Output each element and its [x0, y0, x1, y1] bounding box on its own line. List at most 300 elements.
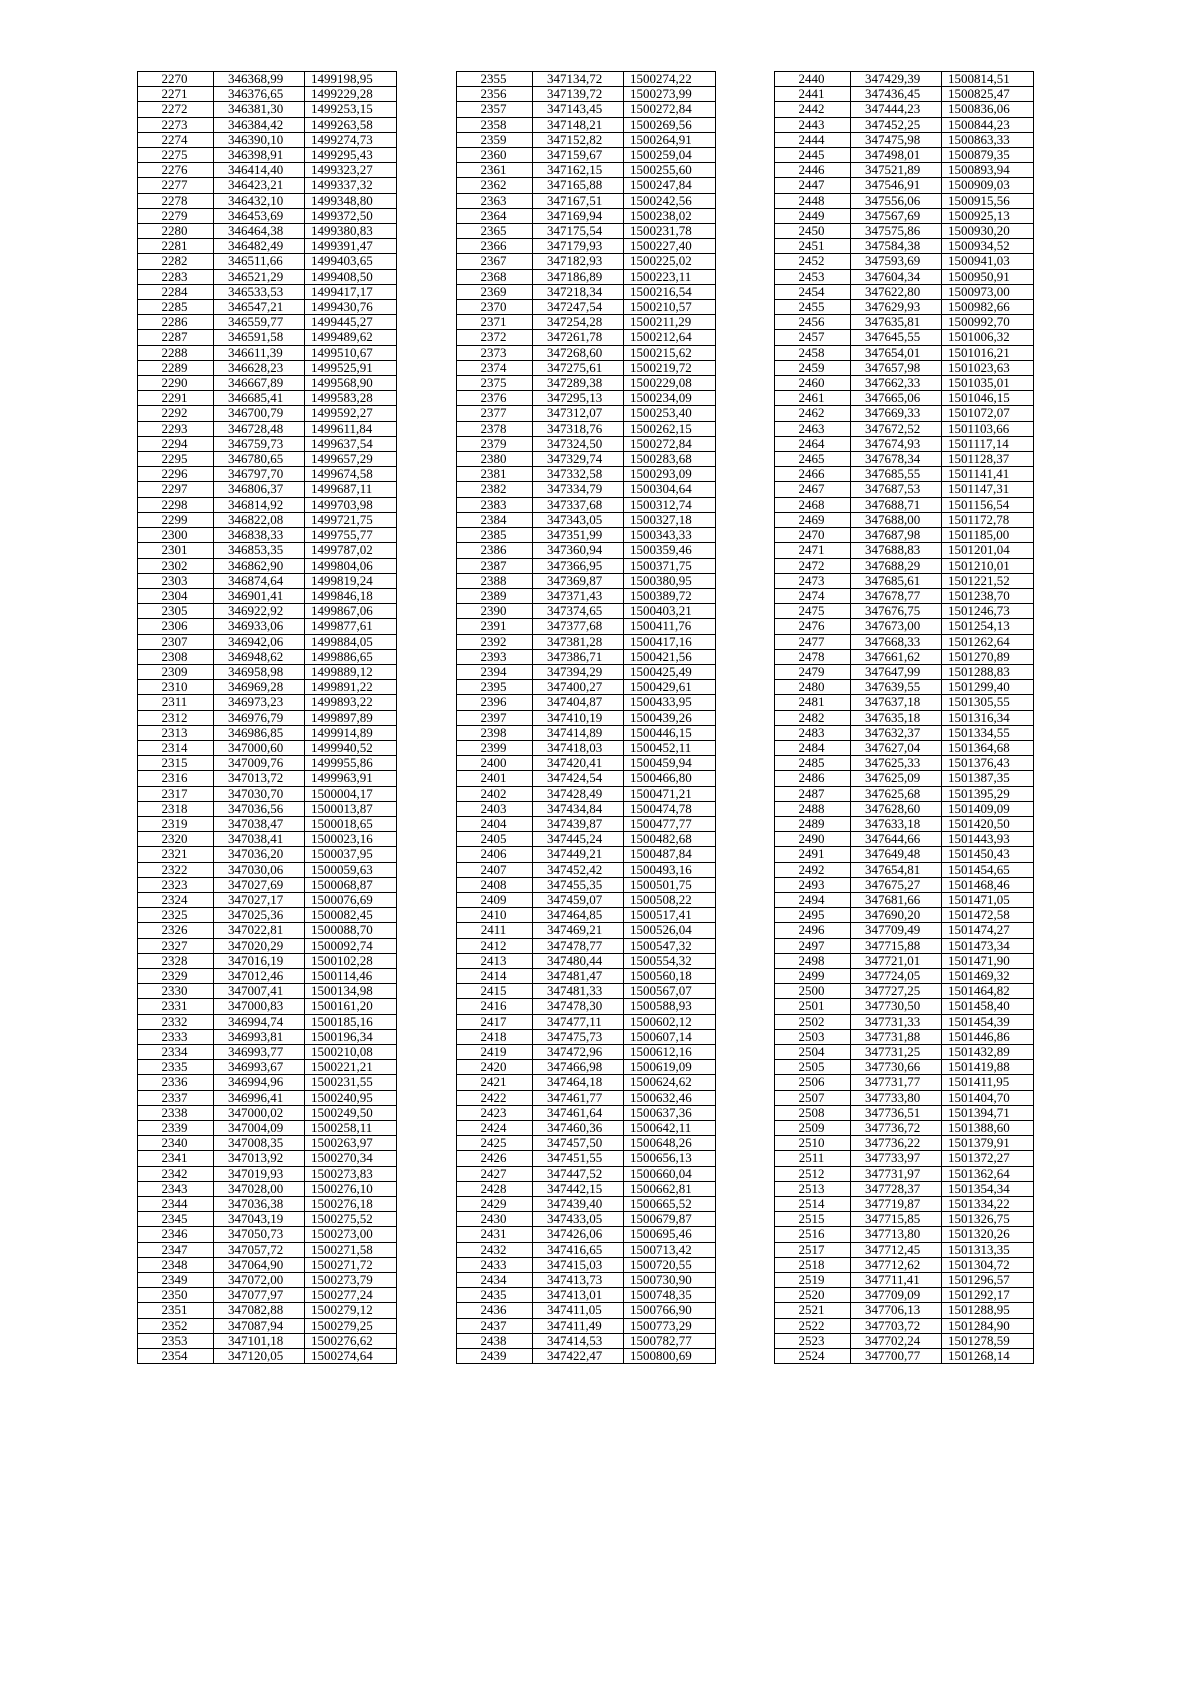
table-row: [138, 436, 397, 451]
x-coordinate-cell: 347654,01: [851, 345, 942, 360]
table-row: [138, 801, 397, 816]
y-coordinate-cell: 1500501,75: [624, 877, 716, 892]
table-row: [775, 588, 1034, 603]
x-coordinate-cell: 347625,09: [851, 771, 942, 786]
point-number-cell: 2501: [775, 999, 851, 1014]
x-coordinate-cell: 347057,72: [214, 1242, 305, 1257]
y-coordinate-cell: 1500800,69: [624, 1349, 716, 1364]
y-coordinate-cell: 1499637,54: [305, 436, 397, 451]
point-number-cell: 2305: [138, 604, 214, 619]
x-coordinate-cell: 346432,10: [214, 193, 305, 208]
y-coordinate-cell: 1499198,95: [305, 72, 397, 87]
y-coordinate-cell: 1500526,04: [624, 923, 716, 938]
x-coordinate-cell: 346628,23: [214, 360, 305, 375]
point-number-cell: 2360: [457, 148, 533, 163]
point-number-cell: 2290: [138, 376, 214, 391]
table-row: [138, 1257, 397, 1272]
x-coordinate-cell: 347386,71: [533, 649, 624, 664]
table-row: [138, 193, 397, 208]
table-row: [138, 756, 397, 771]
table-row: [138, 1060, 397, 1075]
point-number-cell: 2318: [138, 801, 214, 816]
table-row: [457, 284, 716, 299]
x-coordinate-cell: 347152,82: [533, 132, 624, 147]
point-number-cell: 2483: [775, 725, 851, 740]
point-number-cell: 2380: [457, 452, 533, 467]
point-number-cell: 2472: [775, 558, 851, 573]
table-row: [457, 604, 716, 619]
x-coordinate-cell: 346390,10: [214, 132, 305, 147]
table-row: [457, 816, 716, 831]
point-number-cell: 2439: [457, 1349, 533, 1364]
x-coordinate-cell: 346994,96: [214, 1075, 305, 1090]
x-coordinate-cell: 347268,60: [533, 345, 624, 360]
point-number-cell: 2286: [138, 315, 214, 330]
y-coordinate-cell: 1500255,60: [624, 163, 716, 178]
y-coordinate-cell: 1500279,12: [305, 1303, 397, 1318]
table-row: [138, 102, 397, 117]
point-number-cell: 2351: [138, 1303, 214, 1318]
x-coordinate-cell: 347027,69: [214, 877, 305, 892]
y-coordinate-cell: 1501354,34: [942, 1181, 1034, 1196]
y-coordinate-cell: 1500223,11: [624, 269, 716, 284]
point-number-cell: 2387: [457, 558, 533, 573]
point-number-cell: 2291: [138, 391, 214, 406]
x-coordinate-cell: 346973,23: [214, 695, 305, 710]
x-coordinate-cell: 347012,46: [214, 968, 305, 983]
y-coordinate-cell: 1499417,17: [305, 284, 397, 299]
table-row: [775, 923, 1034, 938]
y-coordinate-cell: 1499703,98: [305, 497, 397, 512]
point-number-cell: 2327: [138, 938, 214, 953]
y-coordinate-cell: 1500231,55: [305, 1075, 397, 1090]
x-coordinate-cell: 347036,20: [214, 847, 305, 862]
table-row: [138, 528, 397, 543]
table-row: [138, 224, 397, 239]
y-coordinate-cell: 1500560,18: [624, 968, 716, 983]
table-row: [775, 1242, 1034, 1257]
table-row: [138, 1121, 397, 1136]
y-coordinate-cell: 1501185,00: [942, 528, 1034, 543]
point-number-cell: 2382: [457, 482, 533, 497]
table-row: [775, 284, 1034, 299]
x-coordinate-cell: 346853,35: [214, 543, 305, 558]
x-coordinate-cell: 347000,02: [214, 1105, 305, 1120]
point-number-cell: 2407: [457, 862, 533, 877]
y-coordinate-cell: 1500619,09: [624, 1060, 716, 1075]
y-coordinate-cell: 1499846,18: [305, 588, 397, 603]
x-coordinate-cell: 346384,42: [214, 117, 305, 132]
table-row: [775, 117, 1034, 132]
table-row: [138, 1349, 397, 1364]
table-row: [775, 543, 1034, 558]
point-number-cell: 2314: [138, 740, 214, 755]
point-number-cell: 2345: [138, 1212, 214, 1227]
table-row: [775, 816, 1034, 831]
x-coordinate-cell: 347433,05: [533, 1212, 624, 1227]
x-coordinate-cell: 347000,83: [214, 999, 305, 1014]
y-coordinate-cell: 1500433,95: [624, 695, 716, 710]
y-coordinate-cell: 1500259,04: [624, 148, 716, 163]
point-number-cell: 2441: [775, 87, 851, 102]
point-number-cell: 2421: [457, 1075, 533, 1090]
table-row: [138, 406, 397, 421]
y-coordinate-cell: 1501326,75: [942, 1212, 1034, 1227]
table-row: [775, 862, 1034, 877]
point-number-cell: 2373: [457, 345, 533, 360]
y-coordinate-cell: 1501376,43: [942, 756, 1034, 771]
y-coordinate-cell: 1500225,02: [624, 254, 716, 269]
x-coordinate-cell: 347584,38: [851, 239, 942, 254]
table-row: [775, 801, 1034, 816]
y-coordinate-cell: 1501316,34: [942, 710, 1034, 725]
x-coordinate-cell: 347731,77: [851, 1075, 942, 1090]
y-coordinate-cell: 1500474,78: [624, 801, 716, 816]
x-coordinate-cell: 346521,29: [214, 269, 305, 284]
table-row: [775, 406, 1034, 421]
table-row: [457, 771, 716, 786]
point-number-cell: 2271: [138, 87, 214, 102]
point-number-cell: 2484: [775, 740, 851, 755]
y-coordinate-cell: 1500258,11: [305, 1121, 397, 1136]
coordinates-table-1: [137, 71, 397, 1364]
point-number-cell: 2295: [138, 452, 214, 467]
x-coordinate-cell: 347665,06: [851, 391, 942, 406]
y-coordinate-cell: 1500863,33: [942, 132, 1034, 147]
table-row: [138, 938, 397, 953]
x-coordinate-cell: 347019,93: [214, 1166, 305, 1181]
table-row: [457, 999, 716, 1014]
table-row: [775, 467, 1034, 482]
y-coordinate-cell: 1501450,43: [942, 847, 1034, 862]
table-row: [138, 208, 397, 223]
x-coordinate-cell: 347072,00: [214, 1273, 305, 1288]
y-coordinate-cell: 1501404,70: [942, 1090, 1034, 1105]
x-coordinate-cell: 347186,89: [533, 269, 624, 284]
y-coordinate-cell: 1500247,84: [624, 178, 716, 193]
table-row: [775, 148, 1034, 163]
x-coordinate-cell: 347633,18: [851, 816, 942, 831]
y-coordinate-cell: 1500602,12: [624, 1014, 716, 1029]
point-number-cell: 2411: [457, 923, 533, 938]
y-coordinate-cell: 1501419,88: [942, 1060, 1034, 1075]
y-coordinate-cell: 1501128,37: [942, 452, 1034, 467]
point-number-cell: 2348: [138, 1257, 214, 1272]
point-number-cell: 2359: [457, 132, 533, 147]
y-coordinate-cell: 1501388,60: [942, 1121, 1034, 1136]
x-coordinate-cell: 347434,84: [533, 801, 624, 816]
y-coordinate-cell: 1501304,72: [942, 1257, 1034, 1272]
x-coordinate-cell: 347661,62: [851, 649, 942, 664]
point-number-cell: 2435: [457, 1288, 533, 1303]
y-coordinate-cell: 1500092,74: [305, 938, 397, 953]
table-row: [775, 239, 1034, 254]
point-number-cell: 2352: [138, 1318, 214, 1333]
x-coordinate-cell: 347688,71: [851, 497, 942, 512]
table-row: [457, 512, 716, 527]
y-coordinate-cell: 1501296,57: [942, 1273, 1034, 1288]
point-number-cell: 2520: [775, 1288, 851, 1303]
x-coordinate-cell: 347700,77: [851, 1349, 942, 1364]
x-coordinate-cell: 347422,47: [533, 1349, 624, 1364]
table-row: [457, 756, 716, 771]
point-number-cell: 2278: [138, 193, 214, 208]
table-row: [457, 315, 716, 330]
x-coordinate-cell: 347077,97: [214, 1288, 305, 1303]
y-coordinate-cell: 1500612,16: [624, 1045, 716, 1060]
table-row: [457, 254, 716, 269]
y-coordinate-cell: 1499337,32: [305, 178, 397, 193]
point-number-cell: 2336: [138, 1075, 214, 1090]
y-coordinate-cell: 1500240,95: [305, 1090, 397, 1105]
point-number-cell: 2409: [457, 892, 533, 907]
y-coordinate-cell: 1499889,12: [305, 664, 397, 679]
x-coordinate-cell: 347420,41: [533, 756, 624, 771]
point-number-cell: 2375: [457, 376, 533, 391]
table-row: [138, 740, 397, 755]
point-number-cell: 2272: [138, 102, 214, 117]
x-coordinate-cell: 347635,18: [851, 710, 942, 725]
table-row: [457, 1075, 716, 1090]
y-coordinate-cell: 1499323,27: [305, 163, 397, 178]
y-coordinate-cell: 1501454,65: [942, 862, 1034, 877]
y-coordinate-cell: 1500272,84: [624, 102, 716, 117]
table-row: [775, 756, 1034, 771]
table-row: [775, 208, 1034, 223]
y-coordinate-cell: 1501023,63: [942, 360, 1034, 375]
x-coordinate-cell: 347457,50: [533, 1136, 624, 1151]
table-row: [138, 543, 397, 558]
y-coordinate-cell: 1500262,15: [624, 421, 716, 436]
table-row: [775, 421, 1034, 436]
point-number-cell: 2288: [138, 345, 214, 360]
x-coordinate-cell: 347312,07: [533, 406, 624, 421]
point-number-cell: 2438: [457, 1333, 533, 1348]
table-row: [457, 436, 716, 451]
y-coordinate-cell: 1499430,76: [305, 300, 397, 315]
table-row: [138, 695, 397, 710]
x-coordinate-cell: 346667,89: [214, 376, 305, 391]
table-row: [138, 163, 397, 178]
point-number-cell: 2287: [138, 330, 214, 345]
x-coordinate-cell: 346993,77: [214, 1045, 305, 1060]
table-row: [457, 72, 716, 87]
x-coordinate-cell: 347669,33: [851, 406, 942, 421]
x-coordinate-cell: 347475,73: [533, 1029, 624, 1044]
point-number-cell: 2300: [138, 528, 214, 543]
x-coordinate-cell: 347604,34: [851, 269, 942, 284]
table-row: [457, 1166, 716, 1181]
table-row: [457, 680, 716, 695]
x-coordinate-cell: 347678,77: [851, 588, 942, 603]
table-row: [775, 1151, 1034, 1166]
table-row: [457, 1242, 716, 1257]
point-number-cell: 2273: [138, 117, 214, 132]
y-coordinate-cell: 1499380,83: [305, 224, 397, 239]
table-row: [138, 452, 397, 467]
table-row: [138, 376, 397, 391]
table-row: [138, 148, 397, 163]
x-coordinate-cell: 347727,25: [851, 984, 942, 999]
x-coordinate-cell: 347428,49: [533, 786, 624, 801]
point-number-cell: 2480: [775, 680, 851, 695]
y-coordinate-cell: 1500517,41: [624, 908, 716, 923]
y-coordinate-cell: 1500482,68: [624, 832, 716, 847]
x-coordinate-cell: 347645,55: [851, 330, 942, 345]
table-row: [457, 1105, 716, 1120]
table-row: [138, 1318, 397, 1333]
x-coordinate-cell: 346838,33: [214, 528, 305, 543]
table-row: [457, 345, 716, 360]
y-coordinate-cell: 1500269,56: [624, 117, 716, 132]
point-number-cell: 2276: [138, 163, 214, 178]
y-coordinate-cell: 1501268,14: [942, 1349, 1034, 1364]
table-row: [775, 771, 1034, 786]
y-coordinate-cell: 1500082,45: [305, 908, 397, 923]
y-coordinate-cell: 1500276,62: [305, 1333, 397, 1348]
table-row: [457, 847, 716, 862]
table-row: [138, 87, 397, 102]
point-number-cell: 2367: [457, 254, 533, 269]
point-number-cell: 2518: [775, 1257, 851, 1272]
point-number-cell: 2396: [457, 695, 533, 710]
y-coordinate-cell: 1500446,15: [624, 725, 716, 740]
y-coordinate-cell: 1499253,15: [305, 102, 397, 117]
point-number-cell: 2324: [138, 892, 214, 907]
x-coordinate-cell: 347730,50: [851, 999, 942, 1014]
x-coordinate-cell: 347460,36: [533, 1121, 624, 1136]
table-row: [775, 1257, 1034, 1272]
table-row: [775, 984, 1034, 999]
point-number-cell: 2329: [138, 968, 214, 983]
table-row: [457, 740, 716, 755]
point-number-cell: 2339: [138, 1121, 214, 1136]
x-coordinate-cell: 347672,52: [851, 421, 942, 436]
coordinates-table-2: [456, 71, 716, 1364]
table-row: [138, 832, 397, 847]
y-coordinate-cell: 1500632,46: [624, 1090, 716, 1105]
table-row: [457, 1090, 716, 1105]
x-coordinate-cell: 347713,80: [851, 1227, 942, 1242]
table-row: [138, 1197, 397, 1212]
y-coordinate-cell: 1499274,73: [305, 132, 397, 147]
point-number-cell: 2354: [138, 1349, 214, 1364]
y-coordinate-cell: 1501147,31: [942, 482, 1034, 497]
x-coordinate-cell: 347030,06: [214, 862, 305, 877]
y-coordinate-cell: 1500567,07: [624, 984, 716, 999]
x-coordinate-cell: 347622,80: [851, 284, 942, 299]
point-number-cell: 2507: [775, 1090, 851, 1105]
x-coordinate-cell: 347731,25: [851, 1045, 942, 1060]
y-coordinate-cell: 1500825,47: [942, 87, 1034, 102]
y-coordinate-cell: 1500421,56: [624, 649, 716, 664]
y-coordinate-cell: 1500679,87: [624, 1212, 716, 1227]
table-row: [138, 1288, 397, 1303]
point-number-cell: 2292: [138, 406, 214, 421]
table-row: [775, 300, 1034, 315]
y-coordinate-cell: 1500004,17: [305, 786, 397, 801]
table-row: [457, 1151, 716, 1166]
y-coordinate-cell: 1499877,61: [305, 619, 397, 634]
x-coordinate-cell: 347728,37: [851, 1181, 942, 1196]
point-number-cell: 2275: [138, 148, 214, 163]
table-row: [457, 376, 716, 391]
point-number-cell: 2369: [457, 284, 533, 299]
y-coordinate-cell: 1500656,13: [624, 1151, 716, 1166]
x-coordinate-cell: 347324,50: [533, 436, 624, 451]
table-row: [775, 725, 1034, 740]
point-number-cell: 2454: [775, 284, 851, 299]
point-number-cell: 2422: [457, 1090, 533, 1105]
x-coordinate-cell: 347632,37: [851, 725, 942, 740]
table-row: [775, 968, 1034, 983]
table-row: [775, 193, 1034, 208]
point-number-cell: 2497: [775, 938, 851, 953]
point-number-cell: 2508: [775, 1105, 851, 1120]
y-coordinate-cell: 1500389,72: [624, 588, 716, 603]
y-coordinate-cell: 1500264,91: [624, 132, 716, 147]
y-coordinate-cell: 1500196,34: [305, 1029, 397, 1044]
y-coordinate-cell: 1501046,15: [942, 391, 1034, 406]
table-row: [457, 1227, 716, 1242]
point-number-cell: 2379: [457, 436, 533, 451]
point-number-cell: 2332: [138, 1014, 214, 1029]
y-coordinate-cell: 1500037,95: [305, 847, 397, 862]
x-coordinate-cell: 347329,74: [533, 452, 624, 467]
x-coordinate-cell: 347411,49: [533, 1318, 624, 1333]
coordinates-table-3: [774, 71, 1034, 1364]
point-number-cell: 2331: [138, 999, 214, 1014]
y-coordinate-cell: 1500950,91: [942, 269, 1034, 284]
point-number-cell: 2486: [775, 771, 851, 786]
y-coordinate-cell: 1500161,20: [305, 999, 397, 1014]
x-coordinate-cell: 347411,05: [533, 1303, 624, 1318]
point-number-cell: 2524: [775, 1349, 851, 1364]
point-number-cell: 2516: [775, 1227, 851, 1242]
x-coordinate-cell: 346901,41: [214, 588, 305, 603]
y-coordinate-cell: 1500234,09: [624, 391, 716, 406]
table-row: [457, 269, 716, 284]
point-number-cell: 2372: [457, 330, 533, 345]
y-coordinate-cell: 1500429,61: [624, 680, 716, 695]
table-row: [775, 1090, 1034, 1105]
y-coordinate-cell: 1499348,80: [305, 193, 397, 208]
table-row: [775, 87, 1034, 102]
y-coordinate-cell: 1500275,52: [305, 1212, 397, 1227]
table-row: [775, 436, 1034, 451]
table-row: [775, 1060, 1034, 1075]
y-coordinate-cell: 1501313,35: [942, 1242, 1034, 1257]
table-row: [138, 634, 397, 649]
y-coordinate-cell: 1500637,36: [624, 1105, 716, 1120]
y-coordinate-cell: 1500909,03: [942, 178, 1034, 193]
x-coordinate-cell: 346482,49: [214, 239, 305, 254]
y-coordinate-cell: 1500773,29: [624, 1318, 716, 1333]
y-coordinate-cell: 1500312,74: [624, 497, 716, 512]
y-coordinate-cell: 1501468,46: [942, 877, 1034, 892]
y-coordinate-cell: 1500973,00: [942, 284, 1034, 299]
table-row: [457, 1212, 716, 1227]
x-coordinate-cell: 347724,05: [851, 968, 942, 983]
x-coordinate-cell: 347016,19: [214, 953, 305, 968]
table-row: [775, 999, 1034, 1014]
point-number-cell: 2459: [775, 360, 851, 375]
x-coordinate-cell: 347455,35: [533, 877, 624, 892]
point-number-cell: 2294: [138, 436, 214, 451]
point-number-cell: 2282: [138, 254, 214, 269]
table-row: [457, 558, 716, 573]
x-coordinate-cell: 347415,03: [533, 1257, 624, 1272]
